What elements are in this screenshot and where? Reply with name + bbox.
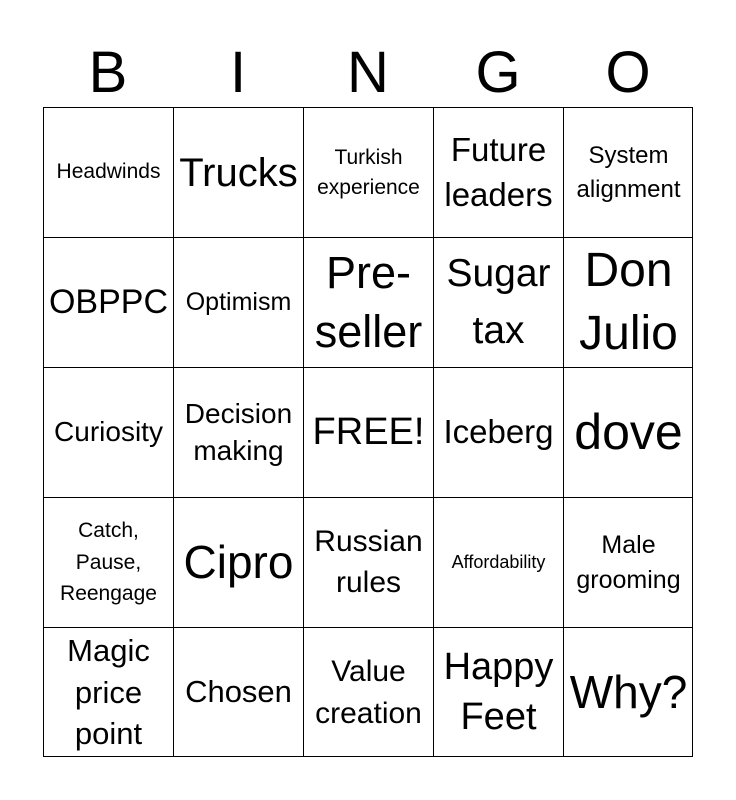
bingo-cell [433, 107, 563, 237]
cell-text: OBPPC [48, 282, 169, 321]
cell-text: Future leaders [444, 130, 553, 213]
bingo-header [43, 42, 693, 104]
bingo-cell [43, 237, 173, 367]
cell-text: dove [574, 404, 683, 460]
bingo-cell [433, 367, 563, 497]
header-letter: N [347, 40, 389, 105]
header-letter: O [605, 40, 651, 105]
cell-text: Sugar tax [446, 251, 551, 352]
cell-text: Turkish experience [317, 146, 420, 199]
cell-text: System alignment [576, 141, 681, 203]
cell-text: Don Julio [579, 244, 678, 360]
bingo-cell [173, 497, 303, 627]
header-letter: I [229, 40, 247, 105]
cell-text: Trucks [179, 150, 298, 195]
bingo-cell [43, 107, 173, 237]
bingo-cell [433, 497, 563, 627]
bingo-cell [43, 367, 173, 497]
free-space-cell [303, 367, 433, 497]
cell-text: Russian rules [314, 525, 423, 599]
cell-text: Curiosity [54, 416, 163, 448]
cell-text: Why? [569, 666, 688, 719]
bingo-cell [173, 367, 303, 497]
bingo-cell [303, 627, 433, 757]
bingo-cell [563, 627, 693, 757]
bingo-cell [563, 107, 693, 237]
cell-text: Headwinds [56, 160, 161, 184]
cell-text: Magic price point [67, 632, 150, 752]
cell-text: Male grooming [576, 530, 681, 594]
cell-text: Affordability [451, 551, 546, 572]
cell-text: Optimism [185, 287, 292, 316]
bingo-cell [433, 627, 563, 757]
cell-text: Chosen [185, 674, 292, 710]
header-letter: G [475, 40, 521, 105]
bingo-cell [173, 627, 303, 757]
bingo-board [43, 107, 693, 757]
cell-text: Cipro [183, 536, 294, 589]
bingo-cell [433, 237, 563, 367]
bingo-cell [563, 497, 693, 627]
cell-text: Catch, Pause, Reengage [60, 519, 157, 606]
header-letter: B [88, 40, 128, 105]
cell-text: Decision making [184, 398, 293, 466]
bingo-cell [173, 237, 303, 367]
bingo-cell [173, 107, 303, 237]
cell-text: Iceberg [443, 413, 554, 451]
bingo-cell [303, 237, 433, 367]
cell-text: Pre-seller [314, 247, 423, 357]
bingo-cell [43, 497, 173, 627]
bingo-cell [43, 627, 173, 757]
bingo-cell [303, 497, 433, 627]
cell-text: Value creation [315, 654, 422, 730]
bingo-cell [563, 237, 693, 367]
cell-text: Happy Feet [443, 646, 554, 738]
free-space-text: FREE! [312, 410, 425, 453]
bingo-cell [563, 367, 693, 497]
bingo-cell [303, 107, 433, 237]
